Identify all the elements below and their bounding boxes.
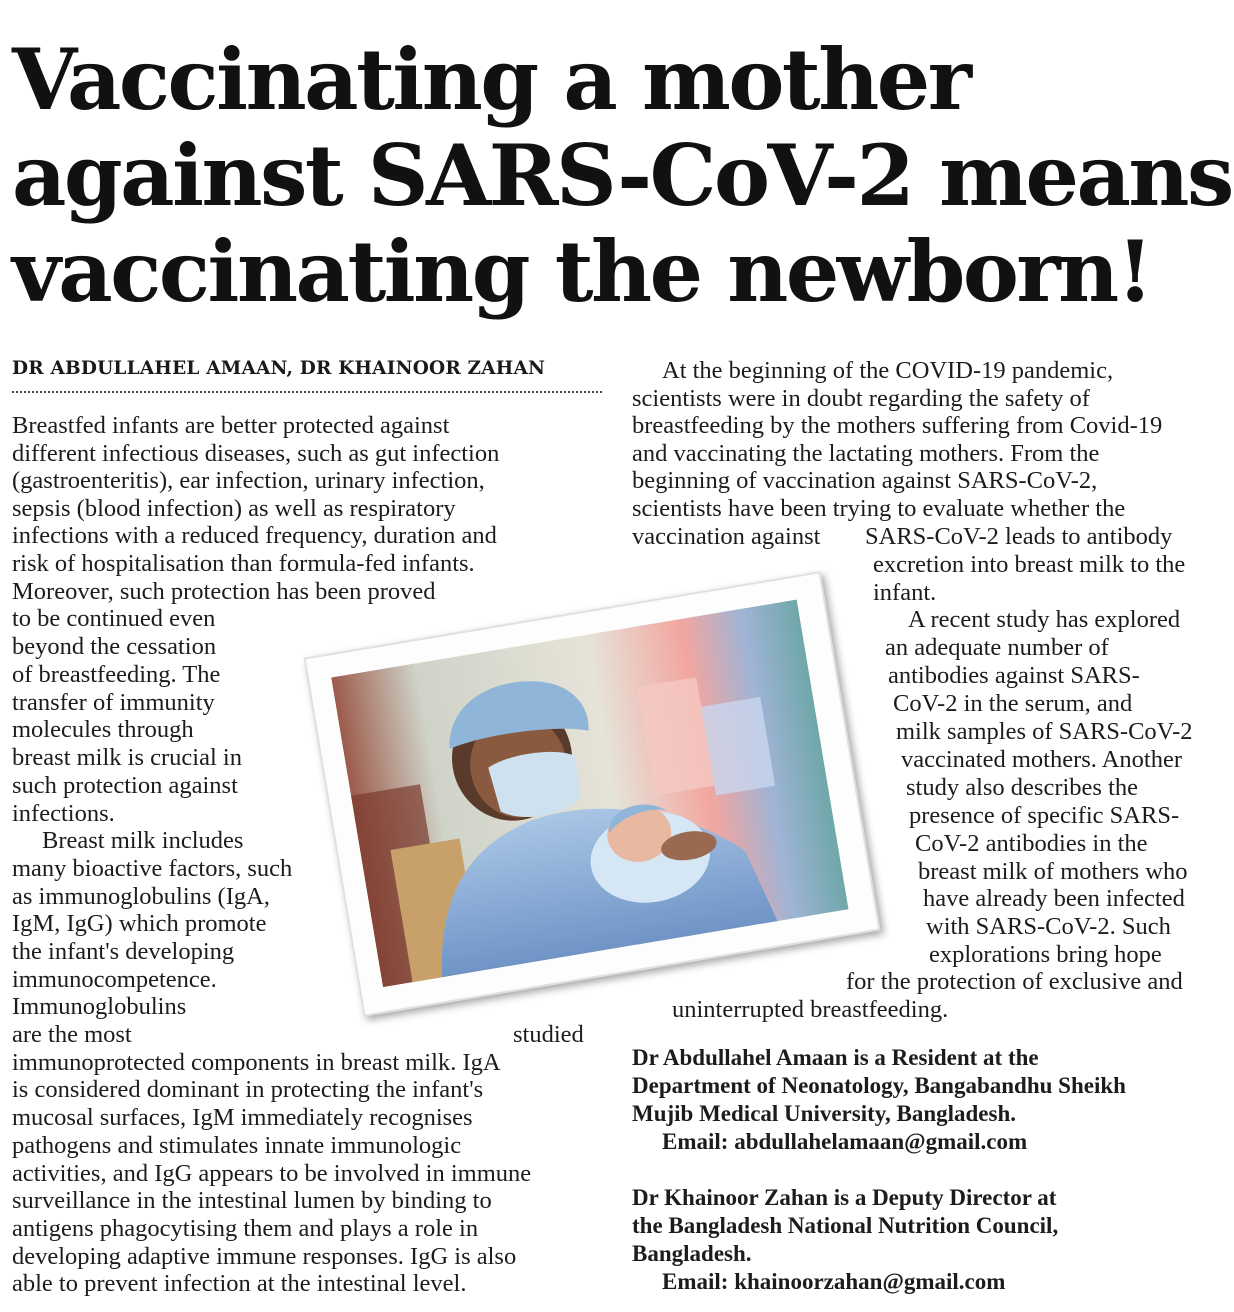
left-column-line: immunoprotected components in breast milk. IgA — [12, 1049, 501, 1076]
left-column-line: IgM, IgG) which promote — [12, 910, 267, 937]
right-column-line: breast milk of mothers who — [918, 858, 1188, 885]
left-column-line: many bioactive factors, such — [12, 855, 293, 882]
right-column-line: for the protection of exclusive and — [846, 968, 1183, 995]
left-column-line: transfer of immunity — [12, 689, 215, 716]
left-column-line: (gastroenteritis), ear infection, urinary infection, — [12, 467, 485, 494]
right-column-line: vaccinated mothers. Another — [901, 746, 1182, 773]
left-column-line: Breastfed infants are better protected against — [12, 412, 450, 439]
mother-newborn-image — [331, 600, 848, 988]
left-column-line: infections with a reduced frequency, duration and — [12, 522, 497, 549]
left-column-line: mucosal surfaces, IgM immediately recognises — [12, 1104, 473, 1131]
left-column-line: antigens phagocytising them and plays a role in — [12, 1215, 479, 1242]
headline-line: against SARS-CoV-2 means — [12, 126, 1232, 225]
left-column-line: Moreover, such protection has been proved — [12, 578, 436, 605]
right-column-line: study also describes the — [906, 774, 1139, 801]
left-column-line: as immunoglobulins (IgA, — [12, 883, 270, 910]
left-column-line: beyond the cessation — [12, 633, 217, 660]
right-column-line: and vaccinating the lactating mothers. From the — [632, 440, 1100, 467]
left-column-line: surveillance in the intestinal lumen by binding to — [12, 1187, 492, 1214]
right-column-line: uninterrupted breastfeeding. — [672, 996, 949, 1023]
author-note-line: Dr Khainoor Zahan is a Deputy Director at — [632, 1185, 1057, 1210]
right-column-line: A recent study has explored — [908, 606, 1181, 633]
left-column-line: of breastfeeding. The — [12, 661, 221, 688]
right-column-line: beginning of vaccination against SARS-CoV-2, — [632, 467, 1098, 494]
left-column-line: molecules through — [12, 716, 194, 743]
right-column-line: excretion into breast milk to the — [873, 551, 1186, 578]
left-column-line: activities, and IgG appears to be involved in immune — [12, 1160, 532, 1187]
headline-line: vaccinating the newborn! — [12, 222, 1152, 321]
left-column-line: such protection against — [12, 772, 238, 799]
left-column-line: different infectious diseases, such as gut infection — [12, 440, 500, 467]
right-column-line: milk samples of SARS-CoV-2 — [896, 718, 1193, 745]
left-column-line: to be continued even — [12, 605, 216, 632]
author-note-line: the Bangladesh National Nutrition Council, — [632, 1213, 1059, 1238]
right-column-line: have already been infected — [923, 885, 1185, 912]
right-column-line: scientists were in doubt regarding the safety of — [632, 385, 1090, 412]
headline — [12, 30, 1232, 321]
right-column-line: infant. — [873, 579, 937, 606]
left-column-line: is considered dominant in protecting the infant's — [12, 1076, 484, 1103]
author-email[interactable]: Email: khainoorzahan@gmail.com — [662, 1269, 1006, 1294]
author-note-line: Bangladesh. — [632, 1241, 752, 1266]
left-column-line: are the most — [12, 1021, 132, 1048]
author-note-line: Mujib Medical University, Bangladesh. — [632, 1101, 1016, 1126]
left-column-line: immunocompetence. — [12, 966, 217, 993]
left-column-line: able to prevent infection at the intestinal level. — [12, 1270, 467, 1297]
author-note-line: Department of Neonatology, Bangabandhu Sheikh — [632, 1073, 1126, 1098]
left-column-line: sepsis (blood infection) as well as respiratory — [12, 495, 456, 522]
right-column-line: explorations bring hope — [929, 941, 1162, 968]
right-column-line: CoV-2 in the serum, and — [893, 690, 1133, 717]
right-column-line: antibodies against SARS- — [888, 662, 1140, 689]
left-column-line: risk of hospitalisation than formula-fed infants. — [12, 550, 475, 577]
left-column-line: Immunoglobulins — [12, 993, 187, 1020]
byline: DR ABDULLAHEL AMAAN, DR KHAINOOR ZAHAN — [12, 358, 602, 393]
author-email[interactable]: Email: abdullahelamaan@gmail.com — [662, 1129, 1028, 1154]
left-column-line: Breast milk includes — [42, 827, 244, 854]
left-column-line: studied — [513, 1021, 584, 1048]
left-column-line: the infant's developing — [12, 938, 235, 965]
right-column-line: SARS-CoV-2 leads to antibody — [865, 523, 1173, 550]
right-column-line: At the beginning of the COVID-19 pandemic, — [662, 357, 1114, 384]
right-column-line: scientists have been trying to evaluate whether the — [632, 495, 1126, 522]
author-note-line: Dr Abdullahel Amaan is a Resident at the — [632, 1045, 1039, 1070]
left-column-line: infections. — [12, 800, 115, 827]
right-column-line: with SARS-CoV-2. Such — [926, 913, 1171, 940]
left-column-line: developing adaptive immune responses. IgG is also — [12, 1243, 517, 1270]
left-column-line: breast milk is crucial in — [12, 744, 242, 771]
right-column-line: presence of specific SARS- — [909, 802, 1180, 829]
right-column-line: breastfeeding by the mothers suffering from Covid-19 — [632, 412, 1163, 439]
left-column-line: pathogens and stimulates innate immunologic — [12, 1132, 462, 1159]
right-column-line: vaccination against — [632, 523, 821, 550]
right-column-line: CoV-2 antibodies in the — [915, 830, 1148, 857]
right-column-line: an adequate number of — [885, 634, 1109, 661]
headline-line: Vaccinating a mother — [12, 30, 970, 129]
article-photo — [304, 571, 881, 1016]
